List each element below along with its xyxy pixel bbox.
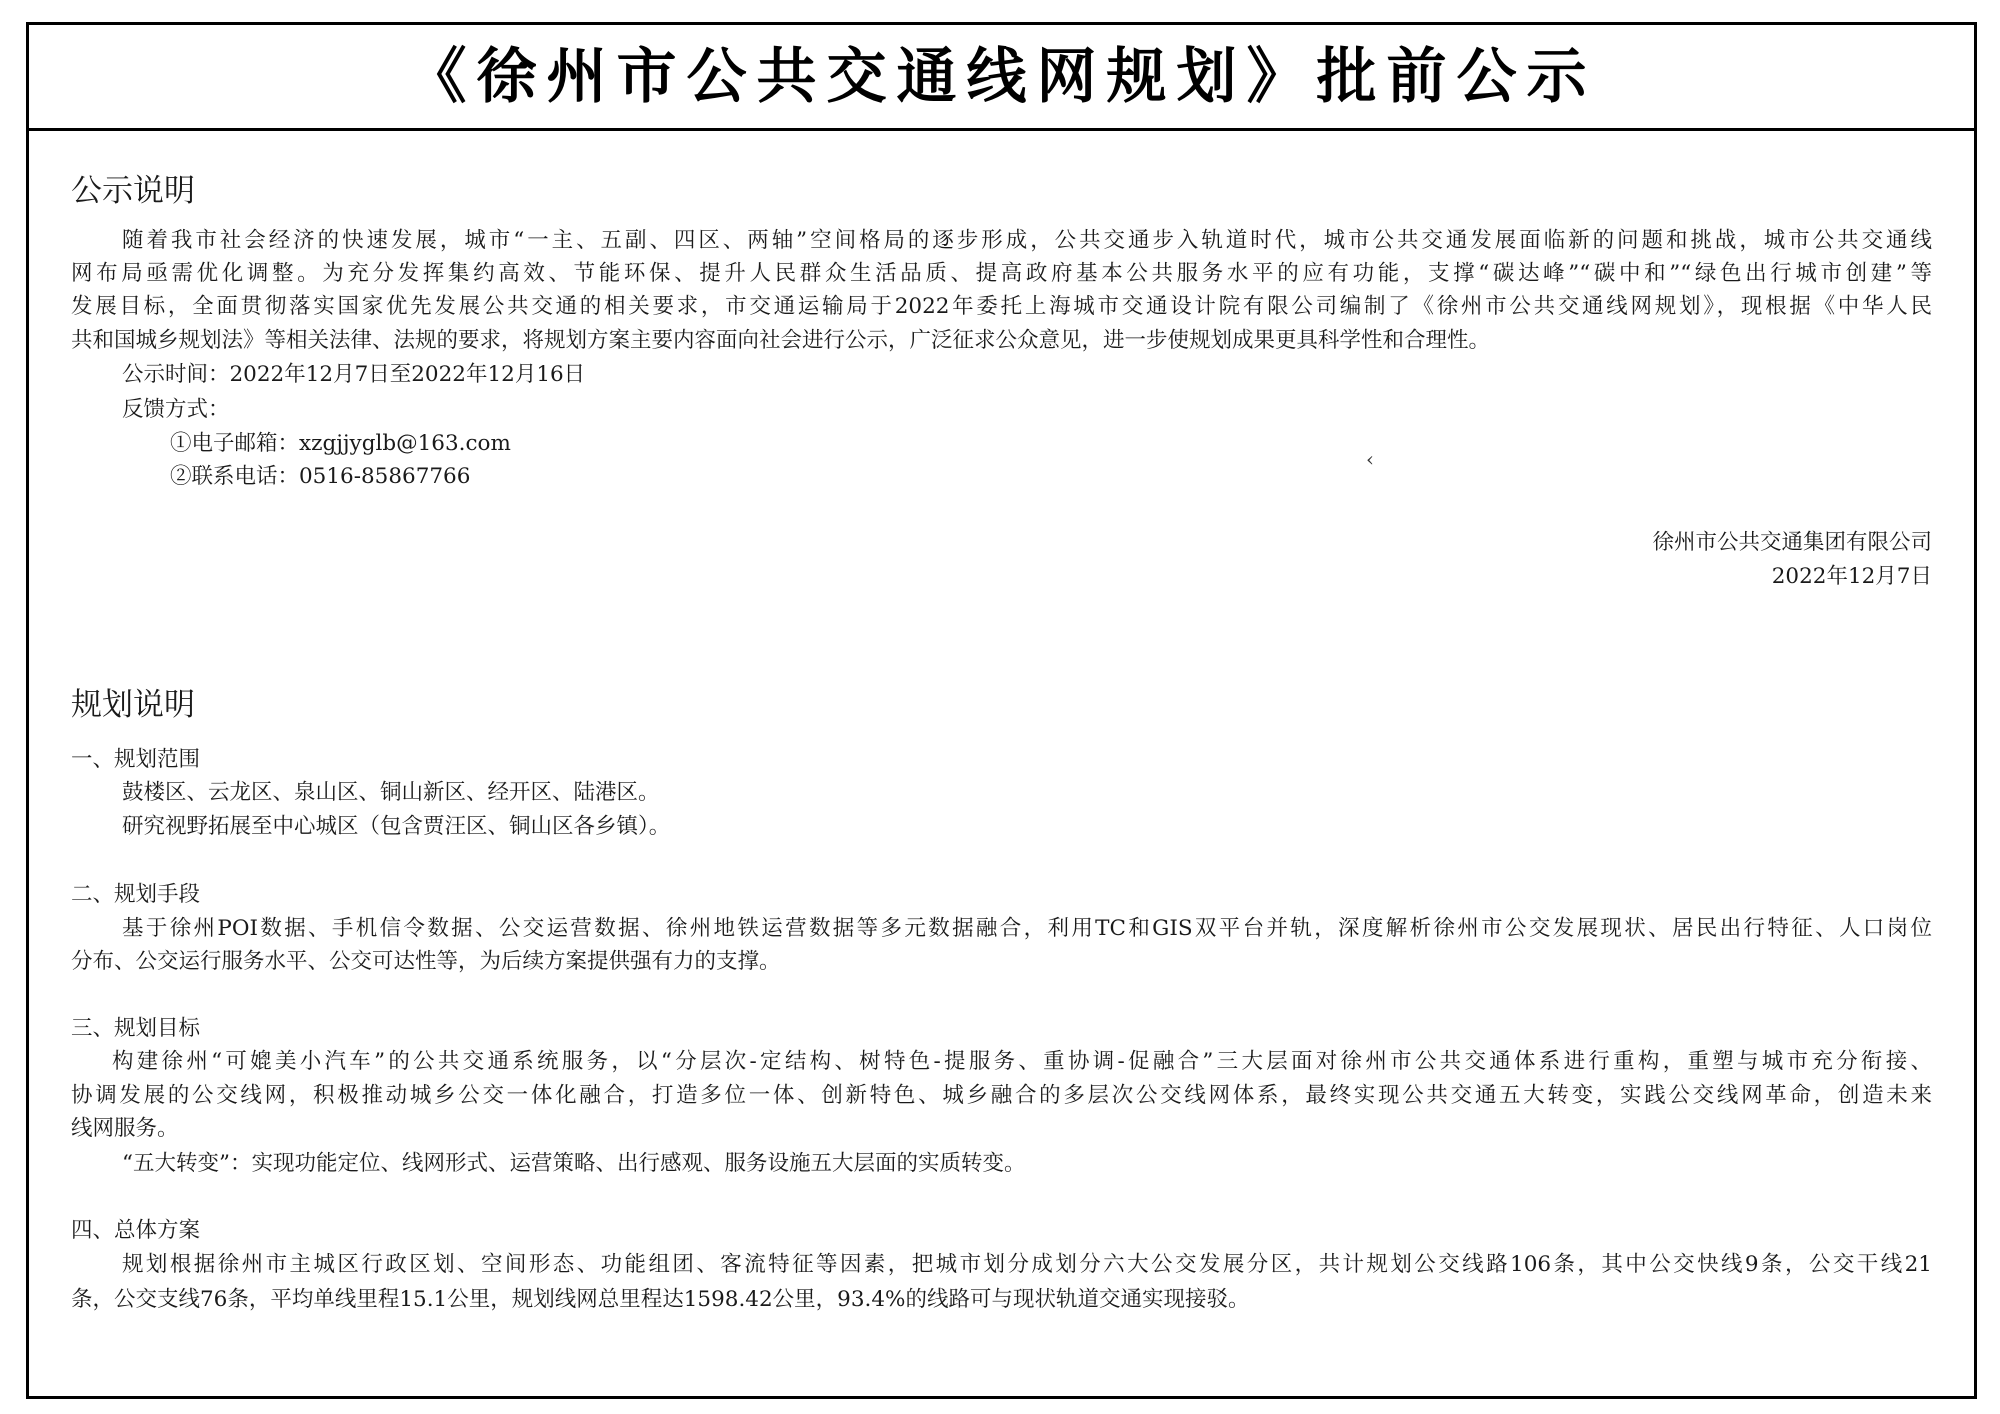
notice-period: 公示时间：2022年12月7日至2022年12月16日 — [122, 362, 586, 387]
stray-mark: ‹ — [1366, 447, 1374, 471]
section-line: 鼓楼区、云龙区、泉山区、铜山新区、经开区、陆港区。 — [122, 780, 660, 805]
plan-heading: 规划说明 — [71, 687, 195, 723]
section-line: 分布、公交运行服务水平、公交可达性等，为后续方案提供强有力的支撑。 — [71, 949, 781, 974]
notice-paragraph-line: 共和国城乡规划法》等相关法律、法规的要求，将规划方案主要内容面向社会进行公示，广泛征求公众意见，进一步使规划成果更具科学性和合理性。 — [71, 328, 1491, 353]
feedback-phone: ②联系电话：0516-85867766 — [170, 464, 471, 489]
feedback-label: 反馈方式： — [122, 397, 230, 422]
section-line: “五大转变”：实现功能定位、线网形式、运营策略、出行感观、服务设施五大层面的实质转变。 — [122, 1151, 1026, 1176]
section-title-goals: 三、规划目标 — [71, 1016, 201, 1041]
page-title: 《徐州市公共交通线网规划》批前公示 — [406, 42, 1597, 112]
section-line: 协调发展的公交线网，积极推动城乡公交一体化融合，打造多位一体、创新特色、城乡融合的多层次公交线网体系，最终实现公共交通五大转变，实践公交线网革命，创造未来 — [71, 1083, 1932, 1108]
title-bar — [26, 22, 1977, 131]
notice-paragraph-line: 网布局亟需优化调整。为充分发挥集约高效、节能环保、提升人民群众生活品质、提高政府基本公共服务水平的应有功能，支撑“碳达峰”“碳中和”“绿色出行城市创建”等 — [71, 261, 1932, 286]
notice-paragraph-line: 随着我市社会经济的快速发展，城市“一主、五副、四区、两轴”空间格局的逐步形成，公共交通步入轨道时代，城市公共交通发展面临新的问题和挑战，城市公共交通线 — [122, 228, 1932, 253]
section-line: 线网服务。 — [71, 1116, 179, 1141]
section-title-scope: 一、规划范围 — [71, 747, 201, 772]
section-line: 研究视野拓展至中心城区（包含贾汪区、铜山区各乡镇）。 — [122, 814, 671, 839]
section-line: 条，公交支线76条，平均单线里程15.1公里，规划线网总里程达1598.42公里，93.4%的线路可与现状轨道交通实现接驳。 — [71, 1287, 1250, 1312]
signature-date: 2022年12月7日 — [1771, 564, 1932, 589]
section-title-overall: 四、总体方案 — [71, 1218, 201, 1243]
notice-paragraph-line: 发展目标，全面贯彻落实国家优先发展公共交通的相关要求，市交通运输局于2022年委托上海城市交通设计院有限公司编制了《徐州市公共交通线网规划》，现根据《中华人民 — [71, 294, 1932, 319]
notice-heading: 公示说明 — [71, 173, 195, 209]
feedback-email[interactable]: ①电子邮箱：xzgjjyglb@163.com — [170, 431, 511, 456]
signature-org: 徐州市公共交通集团有限公司 — [1652, 530, 1932, 555]
section-title-methods: 二、规划手段 — [71, 882, 201, 907]
section-line: 基于徐州POI数据、手机信令数据、公交运营数据、徐州地铁运营数据等多元数据融合，利用TC和GIS双平台并轨，深度解析徐州市公交发展现状、居民出行特征、人口岗位 — [122, 916, 1932, 941]
section-line: 构建徐州“可媲美小汽车”的公共交通系统服务，以“分层次-定结构、树特色-提服务、重协调-促融合”三大层面对徐州市公共交通体系进行重构，重塑与城市充分衔接、 — [112, 1049, 1932, 1074]
section-line: 规划根据徐州市主城区行政区划、空间形态、功能组团、客流特征等因素，把城市划分成划分六大公交发展分区，共计规划公交线路106条，其中公交快线9条，公交干线21 — [122, 1252, 1932, 1277]
